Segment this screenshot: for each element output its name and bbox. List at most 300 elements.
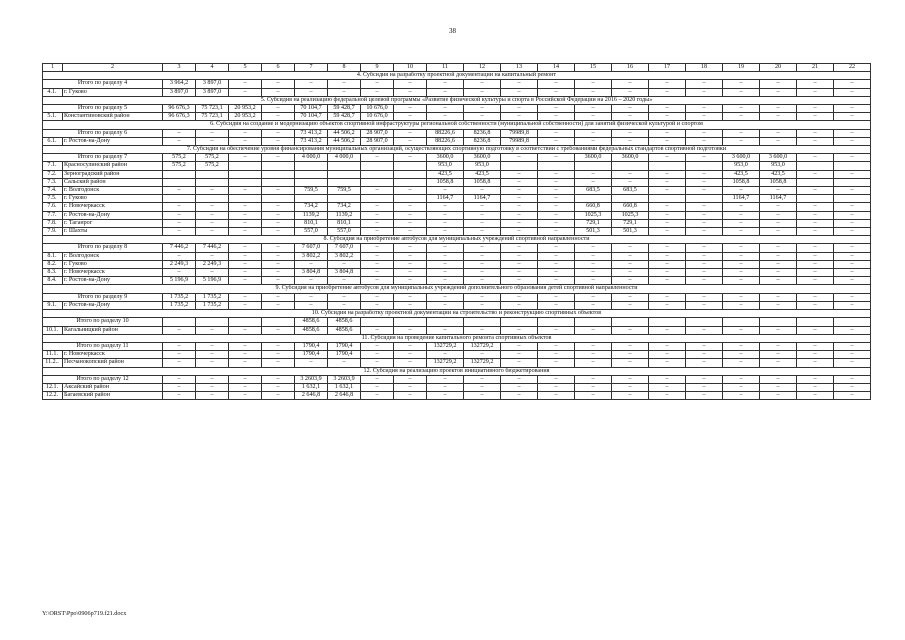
cell-value: – <box>196 187 229 195</box>
cell-value: 953,0 <box>723 162 760 170</box>
cell-value <box>686 195 723 203</box>
cell-value: 729,1 <box>612 219 649 227</box>
cell-value <box>196 178 229 186</box>
row-number: 10.1. <box>43 326 63 334</box>
cell-value: – <box>196 228 229 236</box>
section-title: 7. Субсидия на обеспечение уровня финансирования муниципальных организаций, осуществляющих спортивную подготовку в соответствии с требованиями федеральных стандартов спортивной подготовки <box>43 146 871 154</box>
cell-value: – <box>361 383 394 391</box>
cell-value: – <box>575 269 612 277</box>
row-number: 5.1. <box>43 113 63 121</box>
header-row <box>43 64 871 72</box>
cell-value: 575,2 <box>163 162 196 170</box>
cell-value: – <box>427 228 464 236</box>
cell-value: 10 676,0 <box>361 105 394 113</box>
cell-value: 79989,8 <box>501 137 538 145</box>
cell-value: – <box>538 260 575 268</box>
table-row <box>43 88 871 96</box>
cell-value <box>797 195 834 203</box>
cell-value: – <box>760 383 797 391</box>
cell-value: – <box>229 375 262 383</box>
cell-value: 557,0 <box>295 228 328 236</box>
cell-value: 3 804,8 <box>295 269 328 277</box>
cell-value: – <box>229 88 262 96</box>
cell-value: – <box>163 269 196 277</box>
row-label: Итого по разделу 8 <box>43 244 163 252</box>
cell-value: – <box>575 137 612 145</box>
cell-value: – <box>575 80 612 88</box>
cell-value: – <box>538 392 575 400</box>
cell-value: – <box>834 342 871 350</box>
cell-value: – <box>196 351 229 359</box>
cell-value <box>501 162 538 170</box>
cell-value <box>464 318 501 326</box>
cell-value: 3600,0 <box>427 154 464 162</box>
cell-value: – <box>612 269 649 277</box>
column-header: 11 <box>427 64 464 72</box>
file-path-footer: Y:\ORST\Ppo\0906p719.f21.docx <box>42 610 127 617</box>
cell-value: – <box>575 351 612 359</box>
cell-value: – <box>538 203 575 211</box>
cell-value: – <box>501 293 538 301</box>
cell-value: – <box>575 326 612 334</box>
cell-value: – <box>501 154 538 162</box>
cell-value: – <box>328 80 361 88</box>
cell-value: – <box>361 375 394 383</box>
cell-value: 729,1 <box>575 219 612 227</box>
cell-value: – <box>295 359 328 367</box>
cell-value: 70 104,7 <box>295 113 328 121</box>
cell-value: – <box>649 105 686 113</box>
cell-value: – <box>797 137 834 145</box>
table-row <box>43 137 871 145</box>
section-title: 5. Субсидия на реализацию федеральной целевой программы «Развитие физической культуры и спорта в Российской Федерации на 2016 – 2020 годы» <box>43 96 871 104</box>
cell-value: 1 735,2 <box>196 293 229 301</box>
cell-value: – <box>797 187 834 195</box>
cell-value: – <box>361 219 394 227</box>
cell-value: – <box>501 187 538 195</box>
table-row <box>43 219 871 227</box>
cell-value: – <box>464 80 501 88</box>
cell-value: – <box>723 326 760 334</box>
cell-value: – <box>328 277 361 285</box>
cell-value: – <box>538 244 575 252</box>
cell-value: – <box>760 375 797 383</box>
row-number: 7.9. <box>43 228 63 236</box>
cell-value: – <box>501 105 538 113</box>
cell-value: – <box>723 260 760 268</box>
row-number: 12.2. <box>43 392 63 400</box>
cell-value: – <box>427 88 464 96</box>
cell-value: – <box>723 88 760 96</box>
cell-value: 28 907,0 <box>361 137 394 145</box>
section-title: 12. Субсидия на реализацию проектов инициативного бюджетирования <box>43 367 871 375</box>
cell-value <box>262 178 295 186</box>
cell-value: – <box>196 269 229 277</box>
cell-value: 2 249,3 <box>196 260 229 268</box>
cell-value: – <box>196 203 229 211</box>
cell-value <box>427 318 464 326</box>
cell-value <box>295 178 328 186</box>
cell-value: 4 000,0 <box>295 154 328 162</box>
cell-value: – <box>797 293 834 301</box>
cell-value: – <box>501 351 538 359</box>
cell-value: – <box>797 392 834 400</box>
row-number: 7.3. <box>43 178 63 186</box>
cell-value: – <box>760 359 797 367</box>
cell-value: – <box>262 187 295 195</box>
column-header: 3 <box>163 64 196 72</box>
row-label: Итого по разделу 7 <box>43 154 163 162</box>
cell-value: – <box>262 154 295 162</box>
cell-value: – <box>834 260 871 268</box>
cell-value: – <box>649 203 686 211</box>
cell-value: – <box>538 129 575 137</box>
cell-value: – <box>612 326 649 334</box>
cell-value: 73 413,2 <box>295 137 328 145</box>
section-heading-row <box>43 72 871 80</box>
cell-value: – <box>834 187 871 195</box>
cell-value: – <box>686 383 723 391</box>
cell-value: – <box>427 392 464 400</box>
cell-value: – <box>262 269 295 277</box>
cell-value: – <box>361 228 394 236</box>
cell-value: 2 646,8 <box>295 392 328 400</box>
table-row <box>43 260 871 268</box>
cell-value: – <box>229 129 262 137</box>
table-row <box>43 383 871 391</box>
cell-value: – <box>649 211 686 219</box>
cell-value: 3600,0 <box>464 154 501 162</box>
cell-value: 10 676,0 <box>361 113 394 121</box>
cell-value: – <box>361 252 394 260</box>
cell-value: 575,2 <box>163 154 196 162</box>
cell-value: – <box>612 277 649 285</box>
row-number: 6.1. <box>43 137 63 145</box>
cell-value: 3 897,0 <box>163 88 196 96</box>
cell-value: 1 632,1 <box>295 383 328 391</box>
cell-value: – <box>464 88 501 96</box>
cell-value: – <box>538 211 575 219</box>
cell-value: – <box>612 375 649 383</box>
cell-value: – <box>575 277 612 285</box>
cell-value: – <box>686 137 723 145</box>
row-label: г. Ростов-на-Дону <box>63 211 163 219</box>
row-label: Зерноградский район <box>63 170 163 178</box>
row-label: Итого по разделу 6 <box>43 129 163 137</box>
row-label: г. Гуково <box>63 260 163 268</box>
cell-value <box>328 170 361 178</box>
cell-value: – <box>427 277 464 285</box>
cell-value: – <box>649 219 686 227</box>
cell-value: – <box>797 260 834 268</box>
table-row <box>43 351 871 359</box>
cell-value: 575,2 <box>196 154 229 162</box>
cell-value: – <box>361 359 394 367</box>
column-header: 21 <box>797 64 834 72</box>
cell-value: – <box>797 244 834 252</box>
cell-value: 1058,8 <box>464 178 501 186</box>
row-number: 7.5. <box>43 195 63 203</box>
cell-value: – <box>649 301 686 309</box>
cell-value: – <box>686 359 723 367</box>
cell-value <box>723 318 760 326</box>
cell-value: 1790,4 <box>295 351 328 359</box>
cell-value: 1164,7 <box>427 195 464 203</box>
cell-value: – <box>797 301 834 309</box>
cell-value: – <box>295 80 328 88</box>
column-header: 20 <box>760 64 797 72</box>
cell-value: – <box>196 342 229 350</box>
row-label: г. Таганрог <box>63 219 163 227</box>
cell-value: – <box>649 244 686 252</box>
cell-value: – <box>229 326 262 334</box>
cell-value: – <box>649 129 686 137</box>
cell-value: – <box>262 260 295 268</box>
cell-value: – <box>649 326 686 334</box>
section-title: 8. Субсидия на приобретение автобусов для муниципальных учреждений спортивной направленности <box>43 236 871 244</box>
section-heading-row <box>43 334 871 342</box>
cell-value: – <box>834 129 871 137</box>
cell-value: 683,5 <box>575 187 612 195</box>
cell-value: – <box>612 252 649 260</box>
cell-value <box>229 170 262 178</box>
cell-value <box>797 178 834 186</box>
cell-value: – <box>834 211 871 219</box>
cell-value: – <box>262 211 295 219</box>
cell-value: 4858,6 <box>328 326 361 334</box>
cell-value: – <box>612 113 649 121</box>
row-label: Багаевский район <box>63 392 163 400</box>
cell-value <box>394 178 427 186</box>
cell-value: – <box>229 244 262 252</box>
cell-value: – <box>262 137 295 145</box>
row-label: Итого по разделу 9 <box>43 293 163 301</box>
table-row <box>43 162 871 170</box>
section-total-row <box>43 293 871 301</box>
table-row <box>43 326 871 334</box>
cell-value: – <box>262 301 295 309</box>
cell-value: – <box>163 203 196 211</box>
cell-value: – <box>575 301 612 309</box>
cell-value: 3 600,0 <box>760 154 797 162</box>
cell-value: – <box>538 154 575 162</box>
cell-value: – <box>686 326 723 334</box>
cell-value: – <box>361 351 394 359</box>
cell-value: – <box>760 228 797 236</box>
cell-value: – <box>834 244 871 252</box>
row-number: 7.2. <box>43 170 63 178</box>
cell-value: – <box>361 269 394 277</box>
cell-value: 132729,2 <box>464 342 501 350</box>
cell-value: – <box>760 326 797 334</box>
cell-value: – <box>723 228 760 236</box>
cell-value: – <box>575 244 612 252</box>
cell-value: – <box>834 383 871 391</box>
cell-value <box>834 318 871 326</box>
cell-value: – <box>501 269 538 277</box>
table-row <box>43 269 871 277</box>
cell-value: – <box>834 301 871 309</box>
cell-value: – <box>427 203 464 211</box>
cell-value: – <box>649 383 686 391</box>
cell-value: 7 607,0 <box>328 244 361 252</box>
cell-value: – <box>394 129 427 137</box>
row-label: Сальский район <box>63 178 163 186</box>
cell-value: – <box>538 178 575 186</box>
cell-value: – <box>464 392 501 400</box>
row-number: 7.7. <box>43 211 63 219</box>
cell-value: – <box>501 211 538 219</box>
cell-value: – <box>538 252 575 260</box>
cell-value: – <box>723 293 760 301</box>
cell-value: – <box>649 178 686 186</box>
cell-value: – <box>538 359 575 367</box>
cell-value: – <box>464 244 501 252</box>
cell-value <box>612 162 649 170</box>
row-number: 8.1. <box>43 252 63 260</box>
cell-value: – <box>649 187 686 195</box>
row-number: 4.1. <box>43 88 63 96</box>
row-number: 11.1. <box>43 351 63 359</box>
cell-value: – <box>686 170 723 178</box>
cell-value: – <box>797 170 834 178</box>
cell-value: – <box>723 392 760 400</box>
cell-value <box>163 318 196 326</box>
row-label: г. Новочеркасск <box>63 351 163 359</box>
cell-value: – <box>163 219 196 227</box>
cell-value: – <box>501 359 538 367</box>
cell-value: 1139,2 <box>295 211 328 219</box>
cell-value: 44 506,2 <box>328 137 361 145</box>
cell-value <box>834 195 871 203</box>
cell-value: – <box>612 88 649 96</box>
cell-value <box>538 162 575 170</box>
cell-value: – <box>834 137 871 145</box>
cell-value: – <box>834 113 871 121</box>
cell-value: – <box>163 326 196 334</box>
cell-value: – <box>361 260 394 268</box>
cell-value: – <box>196 375 229 383</box>
cell-value: 501,3 <box>612 228 649 236</box>
cell-value <box>196 195 229 203</box>
cell-value: – <box>196 129 229 137</box>
section-total-row <box>43 342 871 350</box>
cell-value: – <box>229 359 262 367</box>
cell-value: 73 413,2 <box>295 129 328 137</box>
cell-value: – <box>834 351 871 359</box>
cell-value: – <box>163 342 196 350</box>
cell-value: – <box>834 88 871 96</box>
cell-value: – <box>686 244 723 252</box>
column-header: 14 <box>538 64 575 72</box>
cell-value: – <box>394 383 427 391</box>
cell-value: – <box>501 301 538 309</box>
cell-value: – <box>196 383 229 391</box>
cell-value: – <box>834 105 871 113</box>
cell-value: 3 802,2 <box>295 252 328 260</box>
cell-value <box>575 162 612 170</box>
cell-value: 660,8 <box>575 203 612 211</box>
cell-value: – <box>464 219 501 227</box>
cell-value: 3 802,2 <box>328 252 361 260</box>
cell-value: – <box>262 88 295 96</box>
cell-value: – <box>163 228 196 236</box>
row-label: Итого по разделу 12 <box>43 375 163 383</box>
cell-value: – <box>262 80 295 88</box>
column-header: 5 <box>229 64 262 72</box>
cell-value: – <box>229 383 262 391</box>
cell-value: – <box>163 252 196 260</box>
cell-value: – <box>649 293 686 301</box>
cell-value: – <box>262 129 295 137</box>
cell-value: 96 676,3 <box>163 113 196 121</box>
cell-value: 759,5 <box>328 187 361 195</box>
cell-value: – <box>686 375 723 383</box>
cell-value: – <box>394 392 427 400</box>
cell-value: – <box>538 195 575 203</box>
cell-value: 7 446,2 <box>196 244 229 252</box>
cell-value: – <box>163 187 196 195</box>
cell-value: – <box>427 301 464 309</box>
cell-value: – <box>723 105 760 113</box>
cell-value: – <box>723 244 760 252</box>
row-label: Кагальницкий район <box>63 326 163 334</box>
cell-value: – <box>575 252 612 260</box>
row-label: г. Гуково <box>63 195 163 203</box>
cell-value: – <box>163 129 196 137</box>
cell-value: – <box>797 105 834 113</box>
cell-value: – <box>501 277 538 285</box>
column-header: 13 <box>501 64 538 72</box>
cell-value <box>361 178 394 186</box>
cell-value: – <box>394 359 427 367</box>
cell-value: – <box>196 252 229 260</box>
cell-value: – <box>464 383 501 391</box>
cell-value: – <box>797 88 834 96</box>
cell-value: – <box>760 88 797 96</box>
cell-value: – <box>723 277 760 285</box>
cell-value: – <box>760 342 797 350</box>
cell-value <box>295 195 328 203</box>
row-label: Итого по разделу 4 <box>43 80 163 88</box>
cell-value: – <box>262 203 295 211</box>
cell-value <box>834 178 871 186</box>
cell-value <box>686 162 723 170</box>
cell-value: – <box>229 342 262 350</box>
cell-value: 3 897,0 <box>196 88 229 96</box>
cell-value: – <box>686 203 723 211</box>
cell-value: – <box>649 269 686 277</box>
cell-value: – <box>394 277 427 285</box>
cell-value: – <box>427 383 464 391</box>
cell-value: – <box>501 170 538 178</box>
cell-value <box>501 318 538 326</box>
table-row <box>43 392 871 400</box>
cell-value: 4858,6 <box>295 318 328 326</box>
section-total-row <box>43 318 871 326</box>
cell-value: – <box>538 170 575 178</box>
cell-value: 557,0 <box>328 228 361 236</box>
cell-value: – <box>295 88 328 96</box>
cell-value: – <box>229 351 262 359</box>
cell-value: 5 196,9 <box>196 277 229 285</box>
cell-value: – <box>328 301 361 309</box>
cell-value: – <box>686 129 723 137</box>
cell-value: 1 735,2 <box>196 301 229 309</box>
cell-value: – <box>361 392 394 400</box>
cell-value: 953,0 <box>427 162 464 170</box>
cell-value: – <box>649 260 686 268</box>
